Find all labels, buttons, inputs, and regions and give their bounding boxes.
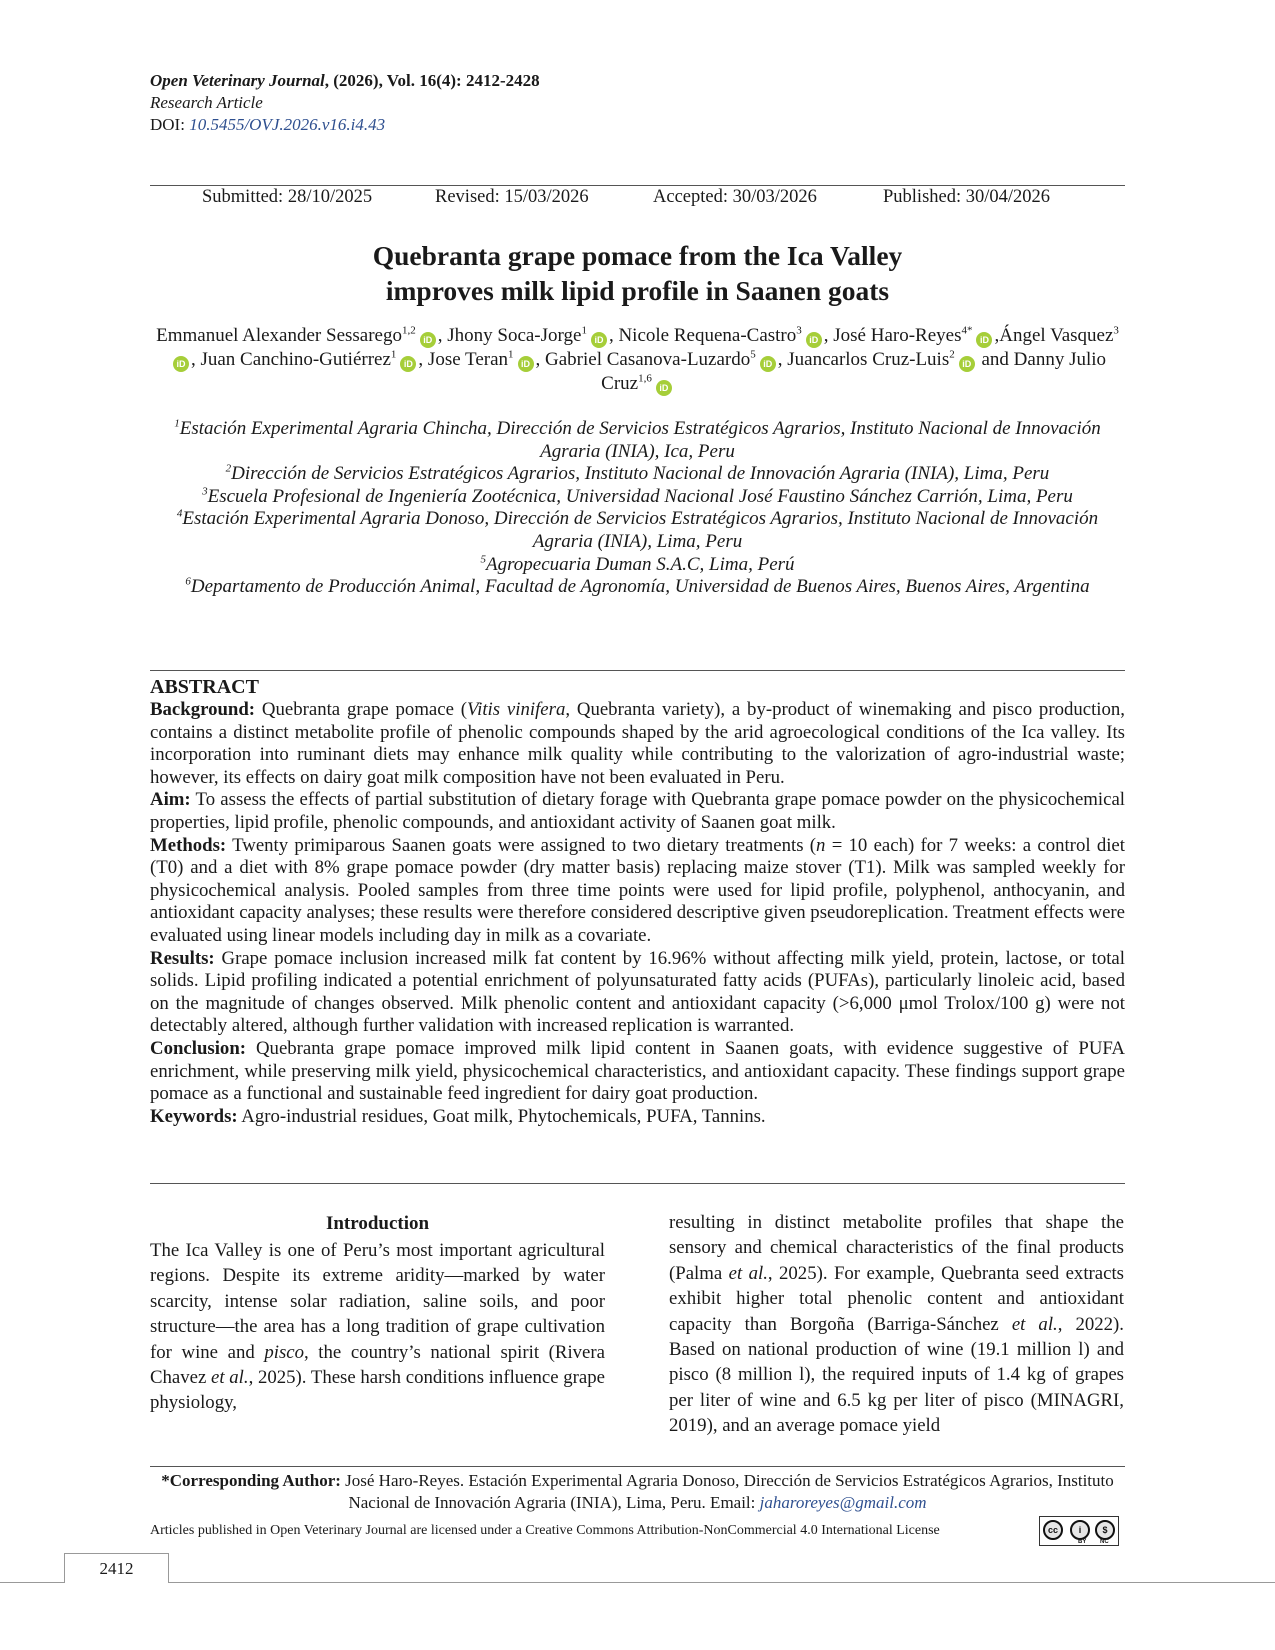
aim-label: Aim: bbox=[150, 789, 191, 811]
abstract-aim bbox=[150, 789, 1125, 834]
cc-by-label: BY bbox=[1078, 1539, 1087, 1545]
affiliation-item bbox=[150, 576, 1125, 599]
author-list bbox=[150, 324, 1125, 396]
conclusion-text: Quebranta grape pomace improved milk lipid content in Saanen goats, with evidence suggestive of PUFA enrichment, while preserving milk yield, physicochemical characteristics, and antioxidant capacity. These findings support grape pomace as a functional and sustainable feed ingredient for dairy goat production. bbox=[150, 1037, 1125, 1105]
orcid-icon[interactable]: iD bbox=[591, 332, 607, 348]
orcid-icon[interactable]: iD bbox=[173, 356, 189, 372]
page-bottom-rule bbox=[0, 1582, 1275, 1583]
intro-left-text-a: The Ica Valley is one of Peru’s most important agricultural regions. Despite its extreme aridity—marked by water scarcity, intense solar radiation, saline soils, and poor structure—the area has a long tradition of grape cultivation for wine and bbox=[150, 1240, 605, 1363]
author-separator: , bbox=[535, 349, 546, 370]
methods-text-pre: Twenty primiparous Saanen goats were assigned to two dietary treatments ( bbox=[226, 834, 817, 856]
affiliation-number: 5 bbox=[480, 553, 486, 566]
author-separator: , bbox=[777, 349, 788, 370]
abstract-heading: ABSTRACT bbox=[150, 676, 259, 698]
author-name: Juan Canchino-Gutiérrez bbox=[200, 349, 391, 370]
orcid-icon[interactable]: iD bbox=[959, 356, 975, 372]
conclusion-label: Conclusion: bbox=[150, 1037, 247, 1059]
intro-right-text-a: resulting in distinct metabolite profiles that shape the sensory and chemical characteristics of the final products (Palma bbox=[669, 1212, 1124, 1284]
journal-citation-line bbox=[150, 70, 540, 92]
corresponding-author-text: José Haro-Reyes. Estación Experimental Agraria Donoso, Dirección de Servicios Estratégicos Agrarios, Instituto Nacional de Innovación Agraria (INIA), Lima, Peru. Email: bbox=[340, 1471, 1114, 1512]
affiliation-number: 6 bbox=[185, 575, 191, 588]
author-name: José Haro-Reyes bbox=[833, 325, 962, 346]
nc-icon: $ bbox=[1095, 1520, 1115, 1540]
author-name: Emmanuel Alexander Sessarego bbox=[156, 325, 402, 346]
affiliation-number: 4 bbox=[176, 508, 183, 521]
author-separator: , bbox=[823, 325, 834, 346]
affiliation-item bbox=[150, 463, 1125, 486]
background-text-pre: Quebranta grape pomace ( bbox=[255, 699, 468, 720]
affiliation-item bbox=[150, 486, 1125, 509]
methods-text-post: = 10 each) for 7 weeks: a control diet (T0) and a diet with 8% grape pomace powder (dry matter basis) replacing maize stover (T1). Milk was sampled weekly for physicochemical analysis. Pooled samples from three time points were used for lipid profile, polyphenol, anthocyanin, and antioxidant capacity analyses; these results were therefore considered descriptive given pseudoreplication. Treatment effects were evaluated using linear models including day in milk as a covariate. bbox=[150, 834, 1125, 946]
methods-label: Methods: bbox=[150, 834, 227, 856]
author-affiliation-marker: 2 bbox=[949, 348, 955, 361]
abstract-section bbox=[150, 676, 1125, 1128]
author-name: Juancarlos Cruz-Luis bbox=[787, 349, 950, 370]
author-name: Nicole Requena-Castro bbox=[618, 325, 797, 346]
author-affiliation-marker: 4* bbox=[961, 324, 973, 337]
aim-text: To assess the effects of partial substitution of dietary forage with Quebranta grape pomace powder on the physicochemical properties, lipid profile, phenolic compounds, and antioxidant activity of Saanen goat milk. bbox=[150, 789, 1125, 833]
title-line-1: Quebranta grape pomace from the Ica Valley bbox=[372, 240, 903, 271]
footer-divider bbox=[150, 1466, 1125, 1467]
affiliation-text: Estación Experimental Agraria Chincha, Dirección de Servicios Estratégicos Agrarios, Instituto Nacional de Innovación Agraria (INIA), Ica, Peru bbox=[179, 418, 1101, 462]
abstract-conclusion bbox=[150, 1038, 1125, 1106]
publication-dates bbox=[150, 187, 1125, 211]
background-label: Background: bbox=[150, 699, 256, 720]
cc-nc-label: NC bbox=[1100, 1539, 1109, 1545]
introduction-right-column bbox=[669, 1210, 1124, 1439]
orcid-icon[interactable]: iD bbox=[656, 380, 672, 396]
author-affiliation-marker: 1,2 bbox=[401, 324, 416, 337]
author-separator: , bbox=[418, 349, 428, 370]
article-type: Research Article bbox=[150, 93, 263, 112]
affiliation-item bbox=[150, 508, 1125, 553]
corresponding-author-note bbox=[150, 1470, 1125, 1514]
abstract-keywords bbox=[150, 1106, 1125, 1129]
intro-right-text-c: , 2022). Based on national production of wine (19.1 million l) and pisco (8 million l), the required inputs of 1.4 kg of grapes per liter of wine and 6.5 kg per liter of pisco (MINAGRI, 2019), and an average pomace yield bbox=[669, 1313, 1124, 1437]
author-separator: , bbox=[608, 325, 619, 346]
header-divider bbox=[150, 185, 1125, 186]
author-affiliation-marker: 5 bbox=[750, 348, 756, 361]
intro-left-etal: et al. bbox=[211, 1367, 249, 1389]
methods-n: n bbox=[816, 834, 826, 856]
species-name: Vitis vinifera bbox=[467, 699, 566, 720]
page-number: 2412 bbox=[64, 1553, 169, 1583]
author-affiliation-marker: 1,6 bbox=[638, 372, 652, 385]
orcid-icon[interactable]: iD bbox=[420, 332, 436, 348]
intro-right-etal-2: et al. bbox=[1011, 1313, 1058, 1335]
journal-citation: , (2026), Vol. 16(4): 2412-2428 bbox=[324, 71, 540, 90]
abstract-results bbox=[150, 948, 1125, 1038]
author-affiliation-marker: 1 bbox=[390, 348, 397, 361]
affiliation-list bbox=[150, 418, 1125, 599]
cc-icon: cc bbox=[1043, 1520, 1063, 1540]
author-separator: , bbox=[994, 325, 1000, 346]
introduction-paragraph-left bbox=[150, 1238, 605, 1416]
orcid-icon[interactable]: iD bbox=[976, 332, 992, 348]
results-text: Grape pomace inclusion increased milk fat content by 16.96% without affecting milk yield, protein, lactose, or total solids. Lipid profiling indicated a potential enrichment of polyunsaturated fatty acids (PUFAs), particularly linoleic acid, based on the magnitude of changes observed. Milk phenolic content and antioxidant capacity (>6,000 μmol Trolox/100 g) were not detectably altered, although further validation with increased replication is warranted. bbox=[150, 947, 1125, 1037]
affiliation-text: Departamento de Producción Animal, Facultad de Agronomía, Universidad de Buenos Aires, Buenos Aires, Argentina bbox=[190, 576, 1090, 598]
affiliation-item bbox=[150, 554, 1125, 577]
author-name: Gabriel Casanova-Luzardo bbox=[545, 349, 751, 370]
intro-left-text-c: , 2025). These harsh conditions influence grape physiology, bbox=[150, 1367, 605, 1414]
introduction-left-column bbox=[150, 1212, 605, 1416]
accepted-date: Accepted: 30/03/2026 bbox=[653, 187, 817, 207]
journal-header bbox=[150, 70, 540, 136]
corresponding-author-label: *Corresponding Author: bbox=[161, 1471, 341, 1490]
author-name: Danny Julio Cruz bbox=[601, 349, 1107, 394]
author-affiliation-marker: 1 bbox=[581, 324, 587, 337]
doi-label: DOI: bbox=[150, 115, 190, 134]
revised-date: Revised: 15/03/2026 bbox=[435, 187, 589, 207]
intro-right-text-b: , 2025). For example, Quebranta seed extracts exhibit higher total phenolic content and antioxidant capacity than Borgoña (Barriga-Sánchez bbox=[669, 1262, 1124, 1335]
author-separator: , bbox=[190, 349, 201, 370]
results-label: Results: bbox=[150, 947, 215, 969]
author-separator: , bbox=[437, 325, 448, 346]
background-text-post: , Quebranta variety), a by-product of winemaking and pisco production, contains a distinct metabolite profile of phenolic compounds shaped by the arid agroecological conditions of the Ica valley. Its incorporation into ruminant diets may enhance milk quality while contributing to the valorization of agro-industrial waste; however, its effects on dairy goat milk composition have not been evaluated in Peru. bbox=[150, 699, 1125, 788]
affiliation-number: 1 bbox=[174, 417, 180, 430]
article-title bbox=[150, 238, 1125, 308]
affiliation-item bbox=[150, 418, 1125, 463]
orcid-icon[interactable]: iD bbox=[400, 356, 416, 372]
affiliation-number: 2 bbox=[225, 462, 232, 475]
by-icon: i bbox=[1070, 1520, 1090, 1540]
abstract-top-divider bbox=[150, 670, 1125, 671]
affiliation-number: 3 bbox=[202, 485, 208, 498]
published-date: Published: 30/04/2026 bbox=[883, 187, 1051, 207]
author-name: Jhony Soca-Jorge bbox=[447, 325, 582, 346]
license-text: Articles published in Open Veterinary Journal are licensed under a Creative Commons Attribution-NonCommercial 4.0 International License bbox=[150, 1523, 940, 1538]
affiliation-text: Dirección de Servicios Estratégicos Agrarios, Instituto Nacional de Innovación Agraria (INIA), Lima, Peru bbox=[231, 463, 1050, 485]
affiliation-text: Estación Experimental Agraria Donoso, Dirección de Servicios Estratégicos Agrarios, Instituto Nacional de Innovación Agraria (INIA), Lima, Peru bbox=[182, 508, 1099, 552]
keywords-text: Agro-industrial residues, Goat milk, Phytochemicals, PUFA, Tannins. bbox=[237, 1105, 766, 1127]
introduction-paragraph-right bbox=[669, 1210, 1124, 1439]
affiliation-text: Escuela Profesional de Ingeniería Zootécnica, Universidad Nacional José Faustino Sánchez Carrión, Lima, Peru bbox=[207, 485, 1073, 507]
intro-left-text-b: , the country’s national spirit (Rivera Chavez bbox=[150, 1341, 605, 1389]
intro-right-etal-1: et al. bbox=[728, 1262, 768, 1284]
author-separator: and bbox=[976, 349, 1014, 370]
author-name: Ángel Vasquez bbox=[999, 325, 1114, 346]
affiliation-text: Agropecuaria Duman S.A.C, Lima, Perú bbox=[485, 553, 795, 575]
abstract-background bbox=[150, 699, 1125, 789]
orcid-icon[interactable]: iD bbox=[806, 332, 822, 348]
doi-link[interactable]: 10.5455/OVJ.2026.v16.i4.43 bbox=[189, 115, 386, 134]
abstract-bottom-divider bbox=[150, 1183, 1125, 1184]
author-affiliation-marker: 1 bbox=[508, 348, 514, 361]
journal-name: Open Veterinary Journal bbox=[150, 71, 325, 90]
keywords-label: Keywords: bbox=[150, 1105, 238, 1127]
title-line-2: improves milk lipid profile in Saanen goats bbox=[385, 275, 890, 306]
orcid-icon[interactable]: iD bbox=[518, 356, 534, 372]
orcid-icon[interactable]: iD bbox=[760, 356, 776, 372]
creative-commons-badge[interactable] bbox=[1039, 1516, 1119, 1546]
author-affiliation-marker: 3 bbox=[1113, 324, 1119, 337]
intro-left-pisco: pisco bbox=[264, 1341, 304, 1363]
doi-line bbox=[150, 114, 540, 136]
email-link[interactable]: jaharoreyes@gmail.com bbox=[759, 1493, 927, 1512]
submitted-date: Submitted: 28/10/2025 bbox=[202, 187, 373, 207]
author-affiliation-marker: 3 bbox=[796, 324, 802, 337]
introduction-heading: Introduction bbox=[325, 1213, 430, 1234]
author-name: Jose Teran bbox=[427, 349, 509, 370]
abstract-methods bbox=[150, 835, 1125, 948]
